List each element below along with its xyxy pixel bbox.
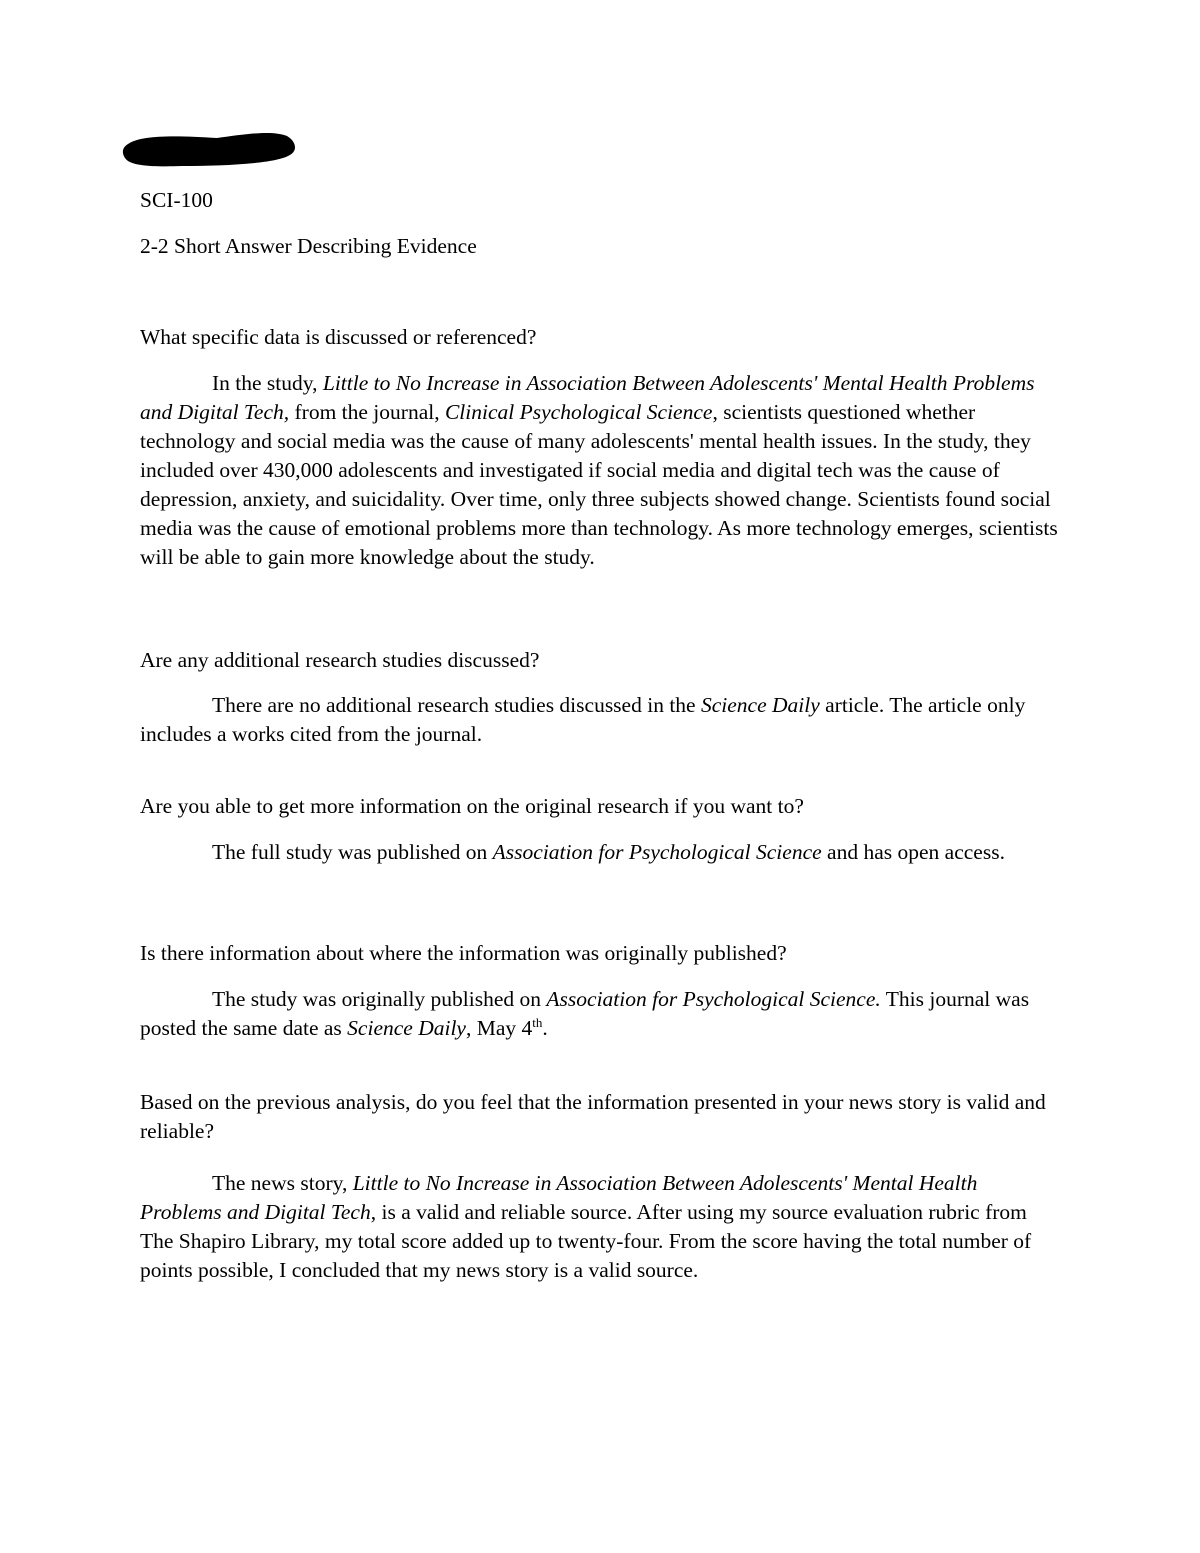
question-4: Is there information about where the information was originally published? [140, 941, 787, 965]
assignment-title: 2-2 Short Answer Describing Evidence [140, 234, 477, 258]
answer-4: The study was originally published on Association for Psychological Science. This journal was posted the same date as Science Daily, May 4th. [140, 987, 1030, 1040]
answer-1: In the study, Little to No Increase in Association Between Adolescents' Mental Health Problems and Digital Tech, from the journal, Clinical Psychological Science, scientists questioned whether technology and social media was the cause of many adolescents' mental health issues. In the study, they included over 430,000 adolescents and investigated if social media and digital tech was the cause of depression, anxiety, and suicidality. Over time, only three subjects showed change. Scientists found social media was the cause of emotional problems more than technology. As more technology emerges, scientists will be able to gain more knowledge about the study. [140, 371, 1058, 569]
question-3: Are you able to get more information on the original research if you want to? [140, 794, 804, 818]
question-2: Are any additional research studies discussed? [140, 648, 540, 672]
redacted-name-mark [122, 130, 296, 168]
question-5: Based on the previous analysis, do you feel that the information presented in your news story is valid and reliable? [140, 1090, 1046, 1143]
answer-5: The news story, Little to No Increase in Association Between Adolescents' Mental Health Problems and Digital Tech, is a valid and reliable source. After using my source evaluation rubric from The Shapiro Library, my total score added up to twenty-four. From the score having the total number of points possible, I concluded that my news story is a valid source. [140, 1171, 1032, 1282]
answer-3: The full study was published on Association for Psychological Science and has open access. [212, 840, 1005, 864]
course-code: SCI-100 [140, 188, 213, 212]
answer-2: There are no additional research studies discussed in the Science Daily article. The article only includes a works cited from the journal. [140, 693, 1026, 746]
question-1: What specific data is discussed or referenced? [140, 325, 537, 349]
